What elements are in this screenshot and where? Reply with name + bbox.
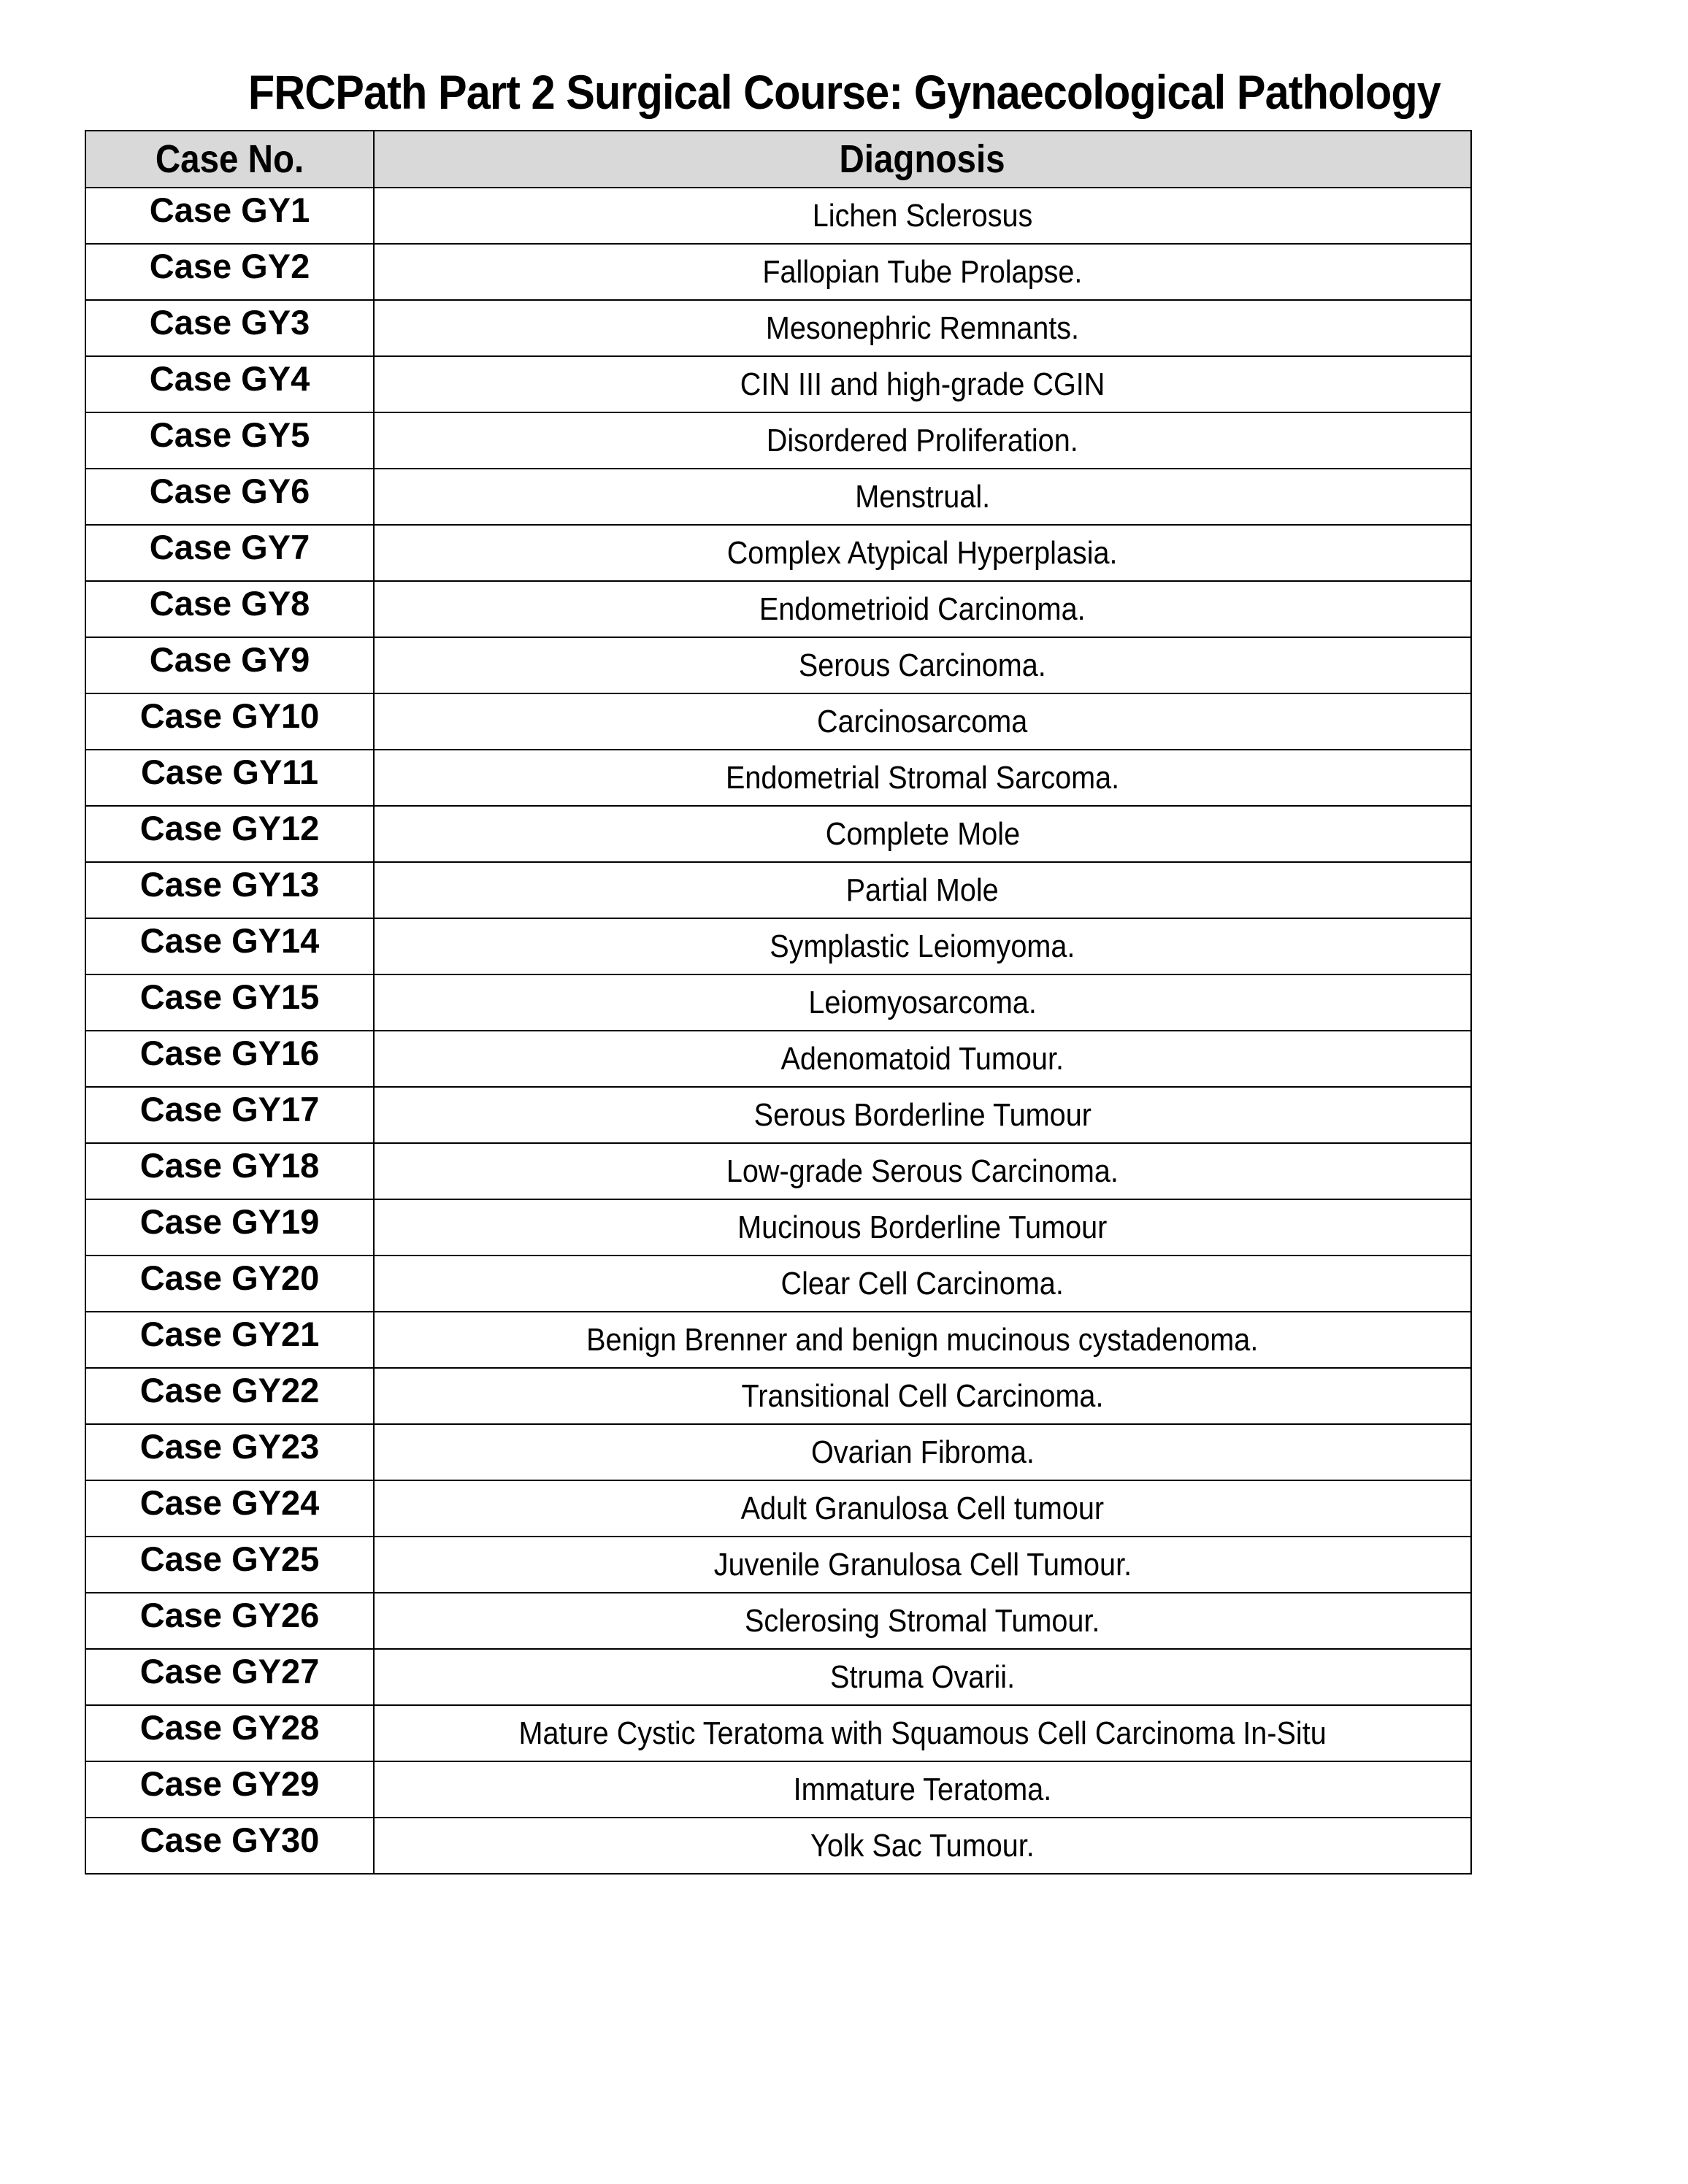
table-row: [85, 1199, 1471, 1256]
case-number-cell: Case GY16: [85, 1031, 374, 1087]
case-number-cell: Case GY13: [85, 862, 374, 918]
diagnosis-cell: [374, 300, 1471, 356]
diagnosis-text: Complex Atypical Hyperplasia.: [727, 534, 1118, 571]
table-row: [85, 1480, 1471, 1537]
diagnosis-cell: [374, 750, 1471, 806]
diagnosis-cell: [374, 1761, 1471, 1818]
diagnosis-cell: [374, 244, 1471, 300]
table-row: [85, 693, 1471, 750]
diagnosis-cell: [374, 525, 1471, 581]
diagnosis-text: Serous Borderline Tumour: [753, 1096, 1092, 1133]
case-number-cell: Case GY23: [85, 1424, 374, 1480]
diagnosis-text: Adult Granulosa Cell tumour: [740, 1490, 1105, 1526]
table-row: [85, 1031, 1471, 1087]
diagnosis-text: CIN III and high-grade CGIN: [740, 366, 1105, 402]
diagnosis-cell: [374, 693, 1471, 750]
case-number-cell: Case GY4: [85, 356, 374, 412]
case-number-cell: Case GY2: [85, 244, 374, 300]
diagnosis-cell: [374, 1649, 1471, 1705]
table-row: [85, 1256, 1471, 1312]
diagnosis-cell: [374, 1199, 1471, 1256]
diagnosis-cell: [374, 974, 1471, 1031]
diagnosis-cell: [374, 1031, 1471, 1087]
case-number-cell: Case GY25: [85, 1537, 374, 1593]
diagnosis-text: Menstrual.: [855, 478, 990, 515]
case-number-cell: Case GY30: [85, 1818, 374, 1874]
case-number-cell: Case GY20: [85, 1256, 374, 1312]
diagnosis-text: Transitional Cell Carcinoma.: [741, 1377, 1104, 1414]
table-row: [85, 1593, 1471, 1649]
table-header-row: [85, 131, 1471, 188]
diagnosis-text: Leiomyosarcoma.: [808, 984, 1037, 1020]
table-row: [85, 1312, 1471, 1368]
diagnosis-cell: [374, 1368, 1471, 1424]
case-number-cell: Case GY26: [85, 1593, 374, 1649]
diagnosis-cell: [374, 1537, 1471, 1593]
diagnosis-text: Mucinous Borderline Tumour: [737, 1209, 1108, 1245]
diagnosis-text: Benign Brenner and benign mucinous cystadenoma.: [586, 1321, 1259, 1358]
table-row: [85, 1649, 1471, 1705]
diagnosis-text: Struma Ovarii.: [829, 1658, 1016, 1695]
header-diagnosis-label: Diagnosis: [839, 137, 1006, 181]
diagnosis-cell: [374, 188, 1471, 244]
diagnosis-text: Adenomatoid Tumour.: [780, 1040, 1064, 1077]
diagnosis-text: Clear Cell Carcinoma.: [780, 1265, 1064, 1301]
case-number-cell: Case GY3: [85, 300, 374, 356]
case-number-cell: Case GY18: [85, 1143, 374, 1199]
table-row: [85, 1818, 1471, 1874]
diagnosis-text: Low-grade Serous Carcinoma.: [726, 1153, 1119, 1189]
case-number-cell: Case GY21: [85, 1312, 374, 1368]
table-row: [85, 1537, 1471, 1593]
table-row: [85, 300, 1471, 356]
header-diagnosis: [374, 131, 1471, 188]
diagnosis-cell: [374, 1424, 1471, 1480]
diagnosis-cell: [374, 1256, 1471, 1312]
case-number-cell: Case GY11: [85, 750, 374, 806]
table-row: [85, 1143, 1471, 1199]
diagnosis-cell: [374, 356, 1471, 412]
diagnosis-cell: [374, 1818, 1471, 1874]
table-row: [85, 412, 1471, 469]
table-row: [85, 806, 1471, 862]
case-number-cell: Case GY9: [85, 637, 374, 693]
diagnosis-text: Lichen Sclerosus: [812, 197, 1033, 234]
diagnosis-cell: [374, 469, 1471, 525]
table-row: [85, 1424, 1471, 1480]
case-number-cell: Case GY10: [85, 693, 374, 750]
diagnosis-text: Immature Teratoma.: [793, 1771, 1052, 1807]
diagnosis-cell: [374, 862, 1471, 918]
diagnosis-cell: [374, 1480, 1471, 1537]
page-title: FRCPath Part 2 Surgical Course: Gynaecological Pathology: [248, 65, 1440, 119]
case-number-cell: Case GY24: [85, 1480, 374, 1537]
table-row: [85, 637, 1471, 693]
table-row: [85, 188, 1471, 244]
header-case-no-label: Case No.: [155, 137, 304, 181]
diagnosis-text: Endometrioid Carcinoma.: [759, 591, 1086, 627]
diagnosis-cell: [374, 806, 1471, 862]
diagnosis-cell: [374, 1087, 1471, 1143]
table-row: [85, 1087, 1471, 1143]
table-row: [85, 525, 1471, 581]
case-number-cell: Case GY29: [85, 1761, 374, 1818]
table-row: [85, 750, 1471, 806]
diagnosis-cell: [374, 1143, 1471, 1199]
table-row: [85, 356, 1471, 412]
diagnosis-text: Fallopian Tube Prolapse.: [762, 253, 1083, 290]
diagnosis-text: Disordered Proliferation.: [766, 422, 1078, 458]
diagnosis-cell: [374, 412, 1471, 469]
case-number-cell: Case GY15: [85, 974, 374, 1031]
case-number-cell: Case GY7: [85, 525, 374, 581]
case-number-cell: Case GY6: [85, 469, 374, 525]
diagnosis-text: Carcinosarcoma: [817, 703, 1028, 739]
case-number-cell: Case GY17: [85, 1087, 374, 1143]
diagnosis-cell: [374, 918, 1471, 974]
table-row: [85, 1705, 1471, 1761]
diagnosis-text: Sclerosing Stromal Tumour.: [745, 1602, 1100, 1639]
table-row: [85, 974, 1471, 1031]
table-row: [85, 918, 1471, 974]
table-row: [85, 1761, 1471, 1818]
table-row: [85, 862, 1471, 918]
diagnosis-text: Mature Cystic Teratoma with Squamous Cell Carcinoma In-Situ: [518, 1715, 1327, 1751]
case-number-cell: Case GY8: [85, 581, 374, 637]
table-row: [85, 469, 1471, 525]
table-row: [85, 581, 1471, 637]
table-row: [85, 1368, 1471, 1424]
case-number-cell: Case GY22: [85, 1368, 374, 1424]
diagnosis-text: Ovarian Fibroma.: [810, 1434, 1035, 1470]
diagnosis-cell: [374, 581, 1471, 637]
diagnosis-cell: [374, 637, 1471, 693]
diagnosis-text: Symplastic Leiomyoma.: [770, 928, 1075, 964]
diagnosis-text: Serous Carcinoma.: [799, 647, 1046, 683]
diagnosis-text: Juvenile Granulosa Cell Tumour.: [713, 1546, 1132, 1583]
case-number-cell: Case GY27: [85, 1649, 374, 1705]
diagnosis-text: Mesonephric Remnants.: [765, 309, 1080, 346]
case-number-cell: Case GY19: [85, 1199, 374, 1256]
diagnosis-table: [85, 130, 1472, 1875]
table-row: [85, 244, 1471, 300]
diagnosis-text: Endometrial Stromal Sarcoma.: [725, 759, 1120, 796]
diagnosis-cell: [374, 1593, 1471, 1649]
case-number-cell: Case GY1: [85, 188, 374, 244]
case-number-cell: Case GY14: [85, 918, 374, 974]
header-case-no: [85, 131, 374, 188]
diagnosis-cell: [374, 1705, 1471, 1761]
diagnosis-text: Complete Mole: [825, 815, 1020, 852]
case-number-cell: Case GY28: [85, 1705, 374, 1761]
case-number-cell: Case GY5: [85, 412, 374, 469]
diagnosis-text: Partial Mole: [845, 872, 1000, 908]
diagnosis-cell: [374, 1312, 1471, 1368]
case-number-cell: Case GY12: [85, 806, 374, 862]
diagnosis-text: Yolk Sac Tumour.: [810, 1827, 1035, 1864]
